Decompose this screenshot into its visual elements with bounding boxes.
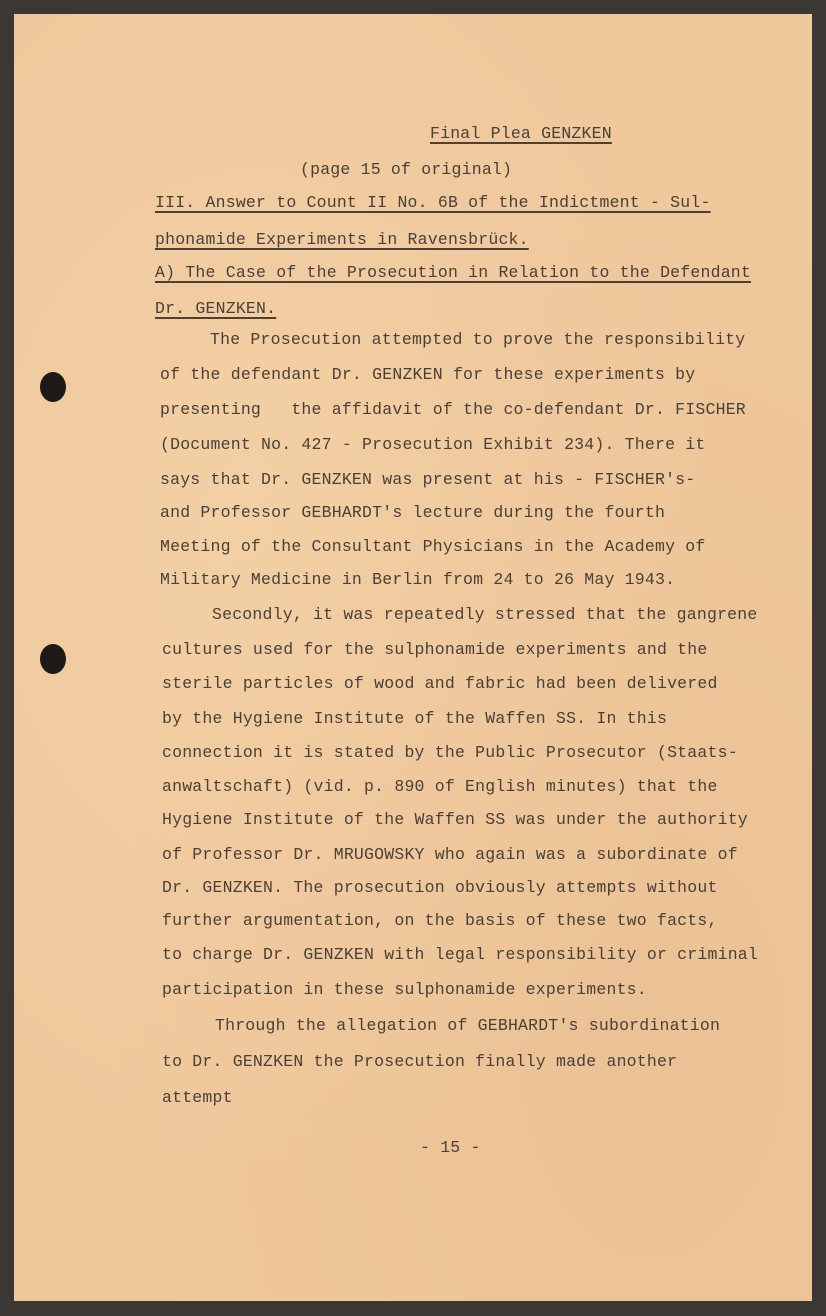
paragraph-line: to Dr. GENZKEN the Prosecution finally made another <box>162 1052 678 1071</box>
paragraph-line: connection it is stated by the Public Prosecutor (Staats- <box>162 743 738 762</box>
paragraph-line: Meeting of the Consultant Physicians in the Academy of <box>160 537 706 556</box>
paragraph-line: anwaltschaft) (vid. p. 890 of English minutes) that the <box>162 777 718 796</box>
section-heading-line: III. Answer to Count II No. 6B of the Indictment - Sul- <box>155 193 711 212</box>
paragraph-line: Hygiene Institute of the Waffen SS was under the authority <box>162 810 748 829</box>
paragraph-line: Dr. GENZKEN. The prosecution obviously attempts without <box>162 878 718 897</box>
section-heading-line: phonamide Experiments in Ravensbrück. <box>155 230 529 249</box>
punch-hole <box>40 372 66 402</box>
page-number: - 15 - <box>420 1138 481 1157</box>
section-heading-line: Dr. GENZKEN. <box>155 299 277 318</box>
paragraph-line: further argumentation, on the basis of these two facts, <box>162 911 718 930</box>
paragraph-line: by the Hygiene Institute of the Waffen SS. In this <box>162 709 668 728</box>
paragraph-line: cultures used for the sulphonamide experiments and the <box>162 640 708 659</box>
paragraph-line: presenting the affidavit of the co-defendant Dr. FISCHER <box>160 400 746 419</box>
paragraph-line: participation in these sulphonamide experiments. <box>162 980 647 999</box>
paragraph-line: says that Dr. GENZKEN was present at his - FISCHER's- <box>160 470 696 489</box>
paragraph-line: Through the allegation of GEBHARDT's subordination <box>215 1016 721 1035</box>
document-title: Final Plea GENZKEN <box>430 124 612 143</box>
paragraph-line: attempt <box>162 1088 233 1107</box>
paragraph-line: of Professor Dr. MRUGOWSKY who again was a subordinate of <box>162 845 738 864</box>
paragraph-line: Military Medicine in Berlin from 24 to 26 May 1943. <box>160 570 676 589</box>
punch-hole <box>40 644 66 674</box>
paragraph-line: to charge Dr. GENZKEN with legal responsibility or criminal <box>162 945 758 964</box>
paragraph-line: and Professor GEBHARDT's lecture during the fourth <box>160 503 666 522</box>
paragraph-line: of the defendant Dr. GENZKEN for these experiments by <box>160 365 696 384</box>
paragraph-line: Secondly, it was repeatedly stressed that the gangrene <box>212 605 758 624</box>
paragraph-line: (Document No. 427 - Prosecution Exhibit 234). There it <box>160 435 706 454</box>
document-subtitle: (page 15 of original) <box>300 160 513 179</box>
paragraph-line: sterile particles of wood and fabric had been delivered <box>162 674 718 693</box>
section-heading-line: A) The Case of the Prosecution in Relation to the Defendant <box>155 263 751 282</box>
paragraph-line: The Prosecution attempted to prove the responsibility <box>210 330 746 349</box>
